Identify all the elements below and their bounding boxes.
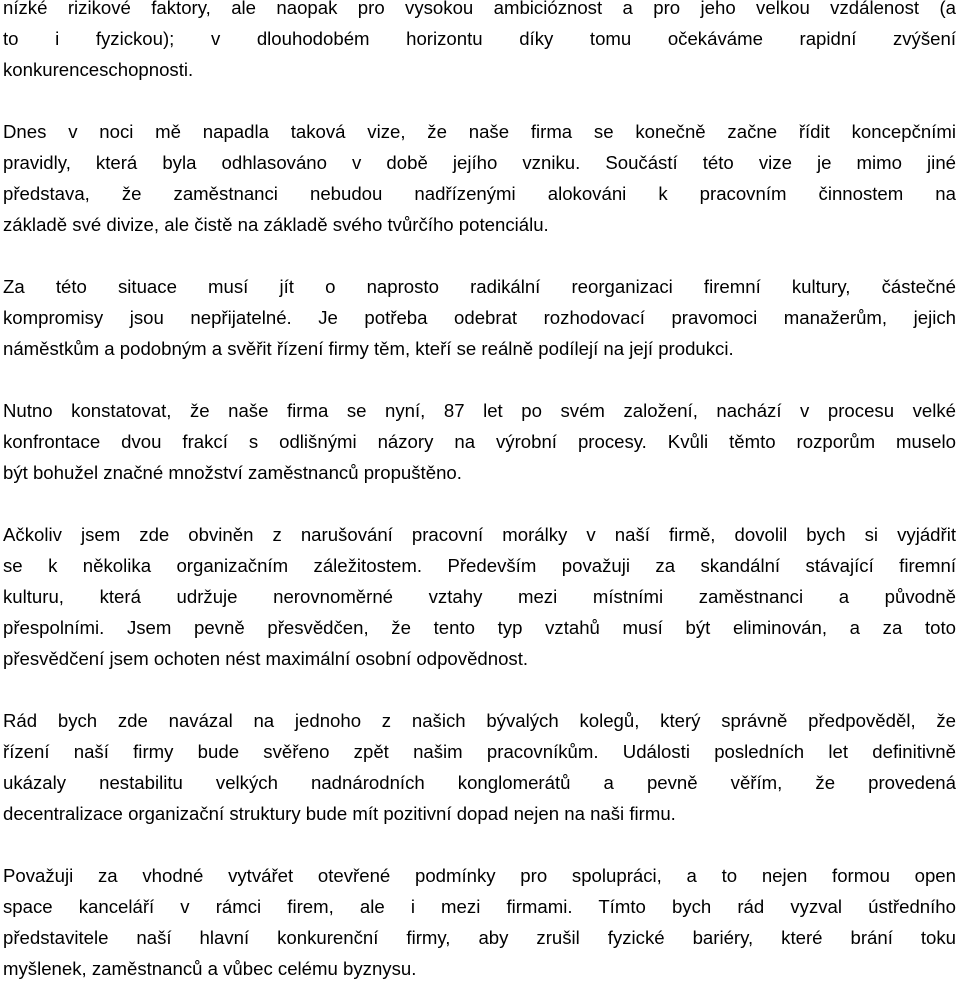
paragraph-7: [3, 860, 956, 984]
text-line: přespolními. Jsem pevně přesvědčen, že tento typ vztahů musí být eliminován, a za toto: [3, 617, 956, 638]
text-line: ukázaly nestabilitu velkých nadnárodních konglomerátů a pevně věřím, že provedená: [3, 772, 956, 793]
text-line: kompromisy jsou nepřijatelné. Je potřeba odebrat rozhodovací pravomoci manažerům, jejich: [3, 307, 956, 328]
text-line: Dnes v noci mě napadla taková vize, že naše firma se konečně začne řídit koncepčními: [3, 121, 956, 142]
paragraph-1: [3, 0, 956, 85]
text-line: představa, že zaměstnanci nebudou nadřízenými alokováni k pracovním činnostem na: [3, 183, 956, 204]
paragraph-3: [3, 271, 956, 364]
text-line: decentralizace organizační struktury bude mít pozitivní dopad nejen na naši firmu.: [3, 803, 676, 824]
text-line: Za této situace musí jít o naprosto radikální reorganizaci firemní kultury, částečné: [3, 276, 956, 297]
text-line: Rád bych zde navázal na jednoho z našich bývalých kolegů, který správně předpověděl, že: [3, 710, 956, 731]
text-line: konfrontace dvou frakcí s odlišnými názory na výrobní procesy. Kvůli těmto rozporům muselo: [3, 431, 956, 452]
text-line: představitele naší hlavní konkurenční firmy, aby zrušil fyzické bariéry, které brání toku: [3, 927, 956, 948]
text-line: nízké rizikové faktory, ale naopak pro vysokou ambicióznost a pro jeho velkou vzdálenost (a: [3, 0, 956, 18]
text-line: Ačkoliv jsem zde obviněn z narušování pracovní morálky v naší firmě, dovolil bych si vyjádřit: [3, 524, 956, 545]
text-line: se k několika organizačním záležitostem. Především považuji za skandální stávající firemní: [3, 555, 956, 576]
text-line: přesvědčení jsem ochoten nést maximální osobní odpovědnost.: [3, 648, 529, 669]
text-line: to i fyzickou); v dlouhodobém horizontu díky tomu očekáváme rapidní zvýšení: [3, 28, 956, 49]
text-line: Nutno konstatovat, že naše firma se nyní, 87 let po svém založení, nachází v procesu velké: [3, 400, 956, 421]
text-line: pravidly, která byla odhlasováno v době jejího vzniku. Součástí této vize je mimo jiné: [3, 152, 956, 173]
text-line: space kanceláří v rámci firem, ale i mezi firmami. Tímto bych rád vyzval ústředního: [3, 896, 956, 917]
text-line: Považuji za vhodné vytvářet otevřené podmínky pro spolupráci, a to nejen formou open: [3, 865, 956, 886]
text-line: konkurenceschopnosti.: [3, 59, 194, 80]
text-line: základě své divize, ale čistě na základě svého tvůrčího potenciálu.: [3, 214, 549, 235]
text-line: kulturu, která udržuje nerovnoměrné vztahy mezi místními zaměstnanci a původně: [3, 586, 956, 607]
text-line: myšlenek, zaměstnanců a vůbec celému byznysu.: [3, 958, 417, 979]
paragraph-5: [3, 519, 956, 674]
text-line: náměstkům a podobným a svěřit řízení firmy těm, kteří se reálně podílejí na její produkci.: [3, 338, 734, 359]
text-line: být bohužel značné množství zaměstnanců propuštěno.: [3, 462, 462, 483]
paragraph-2: [3, 116, 956, 240]
text-line: řízení naší firmy bude svěřeno zpět našim pracovníkům. Události posledních let definitivně: [3, 741, 956, 762]
paragraph-6: [3, 705, 956, 829]
paragraph-4: [3, 395, 956, 488]
